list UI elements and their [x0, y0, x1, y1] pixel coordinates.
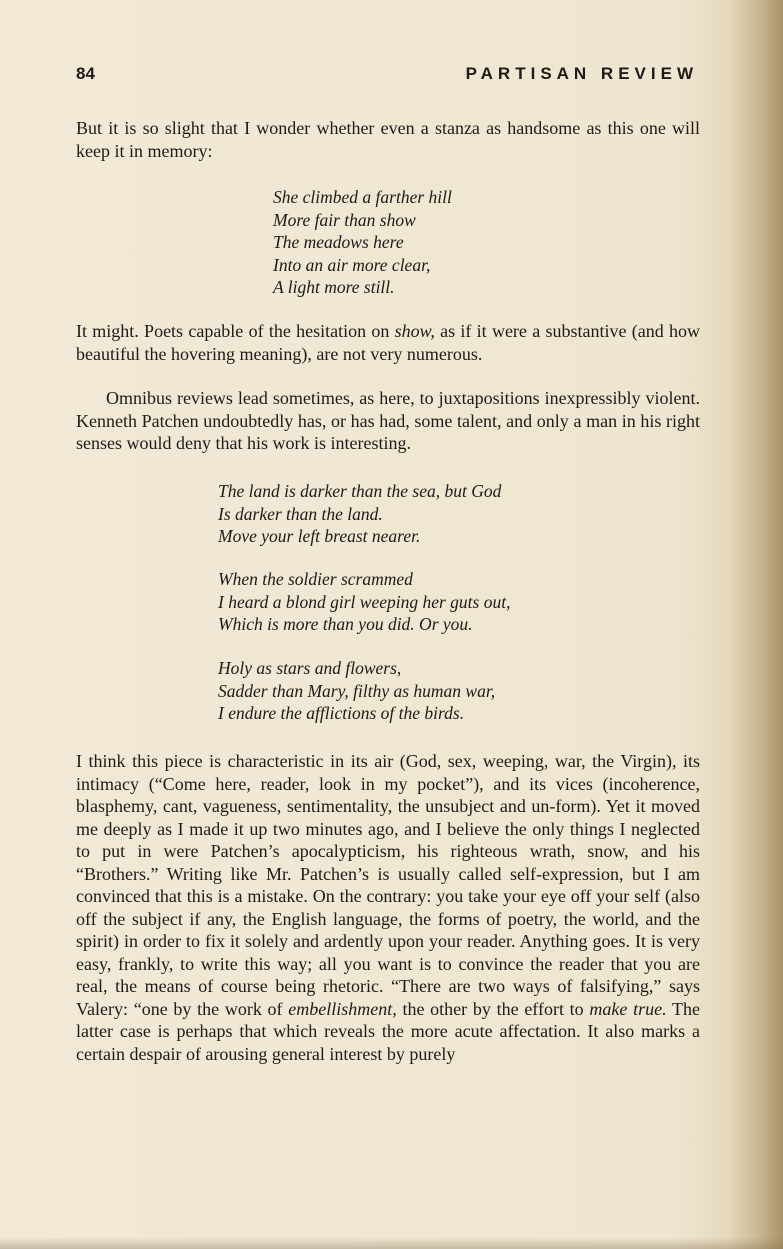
poem-line: Sadder than Mary, filthy as human war, [218, 680, 496, 701]
poem-line: Is darker than the land. [218, 503, 383, 524]
italic-word: make true. [589, 998, 667, 1019]
body-paragraph: I think this piece is characteristic in its air (God, sex, weeping, war, the Virgin), its intimacy (“Come here, reader, look in my pocket”), and its vices (incoherence, blasphemy, cant, vagueness, sentimentality, the unsubject and un-form). Yet it moved me deeply as I made it up two minutes ago, and I believe the only things I neglected to put in were Patchen’s apocalypticism, his righteous wrath, snow, and his “Brothers.” Writing like Mr. Patchen’s is usually called self-expression, but I am convinced that this is a mistake. On the contrary: you take your eye off your self (also off the subject if any, the English language, the forms of poetry, the world, and the spirit) in order to fix it solely and ardently upon your reader. Anything goes. It is very easy, frankly, to write this way; all you want is to convince the reader that you are real, the means of course being rhetoric. “There are two ways of falsifying,” says Valery: “one by the work of embellishment, the other by the effort to make true. The latter case is perhaps that which reveals the more acute affectation. It also marks a certain despair of arousing general interest by purely [76, 751, 700, 1064]
poem-line: I endure the afflictions of the birds. [218, 703, 465, 723]
italic-word: embellishment, [288, 998, 397, 1019]
poem-line: A light more still. [273, 277, 395, 297]
poem-stanza [218, 657, 495, 725]
page-number: 84 [76, 64, 95, 83]
poem-line: Holy as stars and flowers, [218, 658, 402, 678]
italic-word: show, [394, 321, 435, 341]
poem-line: I heard a blond girl weeping her guts out, [218, 591, 511, 612]
poem-line: More fair than show [273, 209, 416, 230]
poem-line: She climbed a farther hill [273, 187, 452, 207]
poem-line: Into an air more clear, [273, 254, 431, 275]
running-head [76, 64, 698, 90]
intro-paragraph: But it is so slight that I wonder whether even a stanza as handsome as this one will keep it in memory: [76, 118, 700, 161]
page-bottom-edge [0, 1237, 783, 1249]
poem-line: When the soldier scrammed [218, 569, 413, 589]
poem-stanza [273, 186, 452, 299]
body-paragraph: Omnibus reviews lead sometimes, as here, to juxtapositions inexpressibly violent. Kenneth Patchen undoubtedly has, or has had, some talent, and only a man in his right senses would deny that his work is interesting. [76, 388, 700, 453]
body-paragraph: It might. Poets capable of the hesitation on show, as if it were a substantive (and how beautiful the hovering meaning), are not very numerous. [76, 321, 700, 364]
journal-title: PARTISAN REVIEW [465, 64, 698, 83]
poem-line: Which is more than you did. Or you. [218, 614, 473, 634]
poem-stanza [218, 480, 501, 548]
poem-line: The meadows here [273, 232, 404, 252]
poem-line: The land is darker than the sea, but God [218, 481, 502, 501]
poem-line: Move your left breast nearer. [218, 526, 421, 546]
poem-stanza [218, 568, 510, 636]
